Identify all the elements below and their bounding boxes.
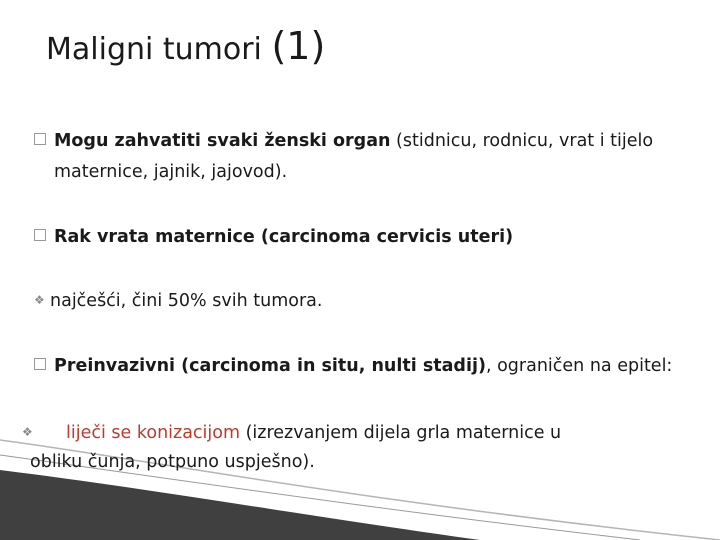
bullet-1-continuation: maternice, jajnik, jajovod). xyxy=(54,162,288,182)
title-number: (1) xyxy=(271,24,326,68)
bullet-4: Preinvazivni (carcinoma in situ, nulti stadij), ograničen na epitel: xyxy=(34,356,672,376)
bullet-2: Rak vrata maternice (carcinoma cervicis uteri) xyxy=(34,227,513,247)
bullet-5: ❖ liječi se konizacijom (izrezvanjem dijela grla maternice u xyxy=(22,423,562,443)
slide-title xyxy=(46,24,325,68)
diamond-bullet-icon: ❖ xyxy=(34,293,45,307)
diamond-bullet-icon: ❖ xyxy=(22,425,33,439)
bullet-3: ❖ najčešći, čini 50% svih tumora. xyxy=(34,291,323,311)
bullet-5-continuation: obliku čunja, potpuno uspješno). xyxy=(30,452,315,472)
square-bullet-icon xyxy=(34,133,46,145)
square-bullet-icon xyxy=(34,358,46,370)
square-bullet-icon xyxy=(34,229,46,241)
bullet-1: Mogu zahvatiti svaki ženski organ (stidnicu, rodnicu, vrat i tijelo xyxy=(34,131,653,151)
title-text: Maligni tumori xyxy=(46,32,262,67)
